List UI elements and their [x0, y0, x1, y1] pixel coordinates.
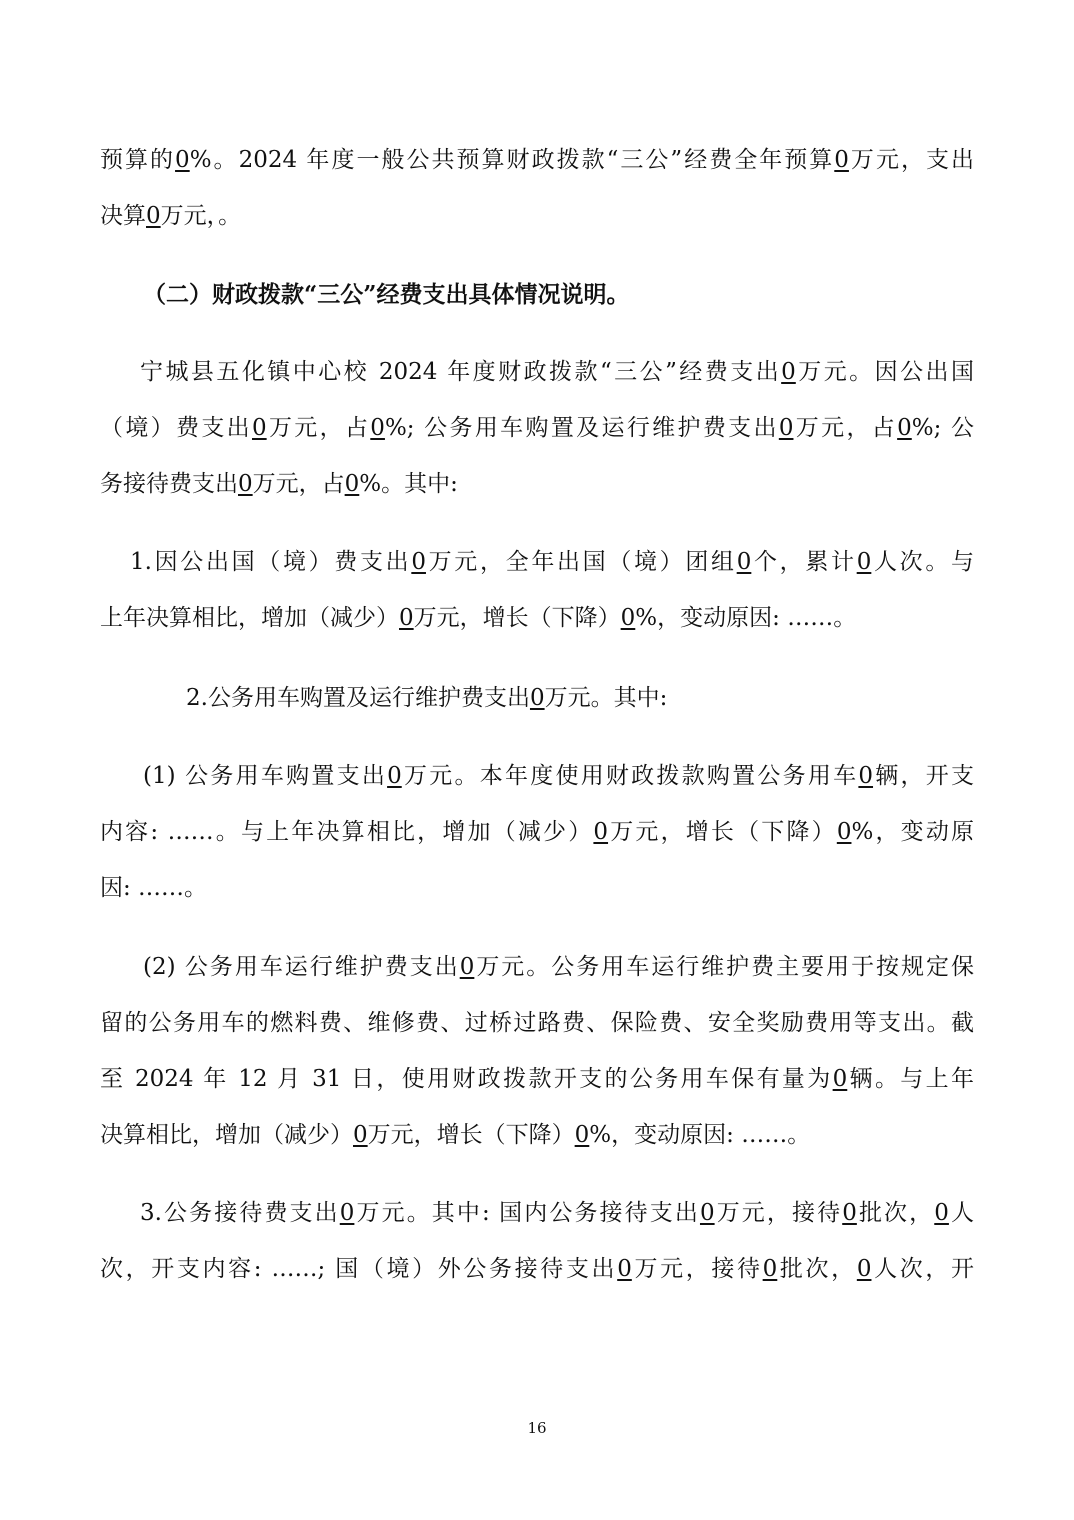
text-segment: 万元，。 — [160, 203, 242, 229]
underlined-value: 0 — [593, 819, 609, 845]
underlined-value: 0 — [399, 605, 414, 631]
text-line — [0, 602, 1074, 634]
text-line — [0, 200, 1074, 232]
underlined-value: 0 — [897, 415, 912, 441]
text-line — [0, 951, 1074, 983]
text-segment: 留的公务用车的燃料费、维修费、过桥过路费、保险费、安全奖励费用等支出。截 — [100, 1010, 974, 1036]
text-segment: 万元，全年出国（境）团组 — [425, 549, 737, 575]
text-segment: (1) 公务用车购置支出 — [143, 763, 388, 789]
underlined-value: 0 — [344, 471, 360, 497]
underlined-value: 0 — [175, 147, 190, 173]
text-segment: 至 2024 年 12 月 31 日，使用财政拨款开支的公务用车保有量为 — [100, 1066, 833, 1092]
text-segment: 批次， — [856, 1200, 935, 1226]
text-segment: %。2024 年度一般公共预算财政拨款“三公”经费全年预算 — [189, 147, 835, 173]
text-segment: （二）财政拨款“三公”经费支出具体情况说明。 — [143, 281, 630, 308]
underlined-value: 0 — [858, 763, 874, 789]
text-line — [0, 279, 1074, 311]
text-segment: 万元。因公出国 — [795, 359, 975, 385]
text-line — [0, 546, 1074, 578]
underlined-value: 0 — [370, 415, 385, 441]
text-segment: 万元。其中: — [544, 685, 668, 711]
underlined-value: 0 — [856, 1256, 872, 1282]
underlined-value: 0 — [617, 1256, 632, 1282]
text-line — [0, 1063, 1074, 1095]
text-segment: 万元，支出 — [848, 147, 974, 173]
underlined-value: 0 — [252, 415, 267, 441]
text-segment: 人 — [948, 1200, 975, 1226]
text-segment: 宁城县五化镇中心校 2024 年度财政拨款“三公”经费支出 — [140, 359, 782, 385]
text-line — [0, 412, 1074, 444]
underlined-value: 0 — [736, 549, 752, 575]
text-segment: %。其中: — [359, 471, 458, 497]
underlined-value: 0 — [574, 1122, 590, 1148]
underlined-value: 0 — [387, 763, 402, 789]
text-segment: 万元，增长（下降） — [367, 1122, 575, 1148]
text-segment: %，变动原因: ……。 — [635, 605, 857, 631]
text-segment: 万元，接待 — [631, 1256, 763, 1282]
text-segment: 内容: ……。与上年决算相比，增加（减少） — [100, 819, 594, 845]
underlined-value: 0 — [778, 415, 794, 441]
underlined-value: 0 — [856, 549, 872, 575]
underlined-value: 0 — [339, 1200, 355, 1226]
text-segment: 次，开支内容: ……; 国（境）外公务接待支出 — [100, 1256, 618, 1282]
text-segment: 因: ……。 — [100, 875, 208, 901]
text-segment: 万元，接待 — [714, 1200, 843, 1226]
underlined-value: 0 — [934, 1200, 949, 1226]
text-line — [0, 1197, 1074, 1229]
text-segment: 3.公务接待费支出 — [140, 1200, 340, 1226]
text-segment: %，变动原因: ……。 — [589, 1122, 811, 1148]
text-segment: 决算相比，增加（减少） — [100, 1122, 353, 1148]
text-segment: %; 公务用车购置及运行维护费支出 — [384, 415, 779, 441]
text-line — [0, 356, 1074, 388]
text-line — [0, 760, 1074, 792]
text-segment: （境）费支出 — [100, 415, 252, 441]
text-segment: 万元，增长（下降） — [608, 819, 837, 845]
text-segment: 上年决算相比，增加（减少） — [100, 605, 399, 631]
text-segment: 万元。公务用车运行维护费主要用于按规定保 — [474, 954, 975, 980]
text-segment: 1.因公出国（境）费支出 — [130, 549, 412, 575]
underlined-value: 0 — [836, 819, 852, 845]
text-segment: 人次。与 — [871, 549, 975, 575]
underlined-value: 0 — [832, 1066, 848, 1092]
text-segment: %，变动原 — [851, 819, 975, 845]
underlined-value: 0 — [762, 1256, 778, 1282]
text-segment: 万元。本年度使用财政拨款购置公务用车 — [401, 763, 859, 789]
underlined-value: 0 — [834, 147, 849, 173]
underlined-value: 0 — [529, 685, 545, 711]
underlined-value: 0 — [146, 203, 161, 229]
text-line — [0, 1007, 1074, 1039]
underlined-value: 0 — [781, 359, 796, 385]
text-segment: 万元，占 — [793, 415, 898, 441]
page-number: 16 — [527, 1419, 547, 1437]
text-segment: 万元，占 — [252, 471, 345, 497]
text-line — [0, 144, 1074, 176]
text-segment: 决算 — [100, 203, 146, 229]
underlined-value: 0 — [842, 1200, 857, 1226]
text-segment: 预算的 — [100, 147, 176, 173]
text-segment: 万元，占 — [266, 415, 371, 441]
text-line — [0, 1253, 1074, 1285]
text-segment: 人次，开 — [871, 1256, 975, 1282]
underlined-value: 0 — [238, 471, 253, 497]
text-segment: 万元。其中: 国内公务接待支出 — [354, 1200, 700, 1226]
text-line — [0, 1119, 1074, 1151]
text-segment: 万元，增长（下降） — [413, 605, 621, 631]
text-line — [0, 872, 1074, 904]
text-segment: 辆，开支 — [873, 763, 975, 789]
text-segment: (2) 公务用车运行维护费支出 — [143, 954, 460, 980]
text-segment: %; 公 — [911, 415, 975, 441]
underlined-value: 0 — [620, 605, 636, 631]
text-segment: 2.公务用车购置及运行维护费支出 — [186, 685, 530, 711]
text-line — [0, 468, 1074, 500]
underlined-value: 0 — [411, 549, 426, 575]
underlined-value: 0 — [459, 954, 475, 980]
underlined-value: 0 — [699, 1200, 715, 1226]
text-segment: 个，累计 — [751, 549, 857, 575]
text-line — [0, 682, 1074, 714]
text-line — [0, 816, 1074, 848]
text-segment: 批次， — [777, 1256, 857, 1282]
text-segment: 辆。与上年 — [847, 1066, 974, 1092]
text-segment: 务接待费支出 — [100, 471, 238, 497]
underlined-value: 0 — [353, 1122, 368, 1148]
